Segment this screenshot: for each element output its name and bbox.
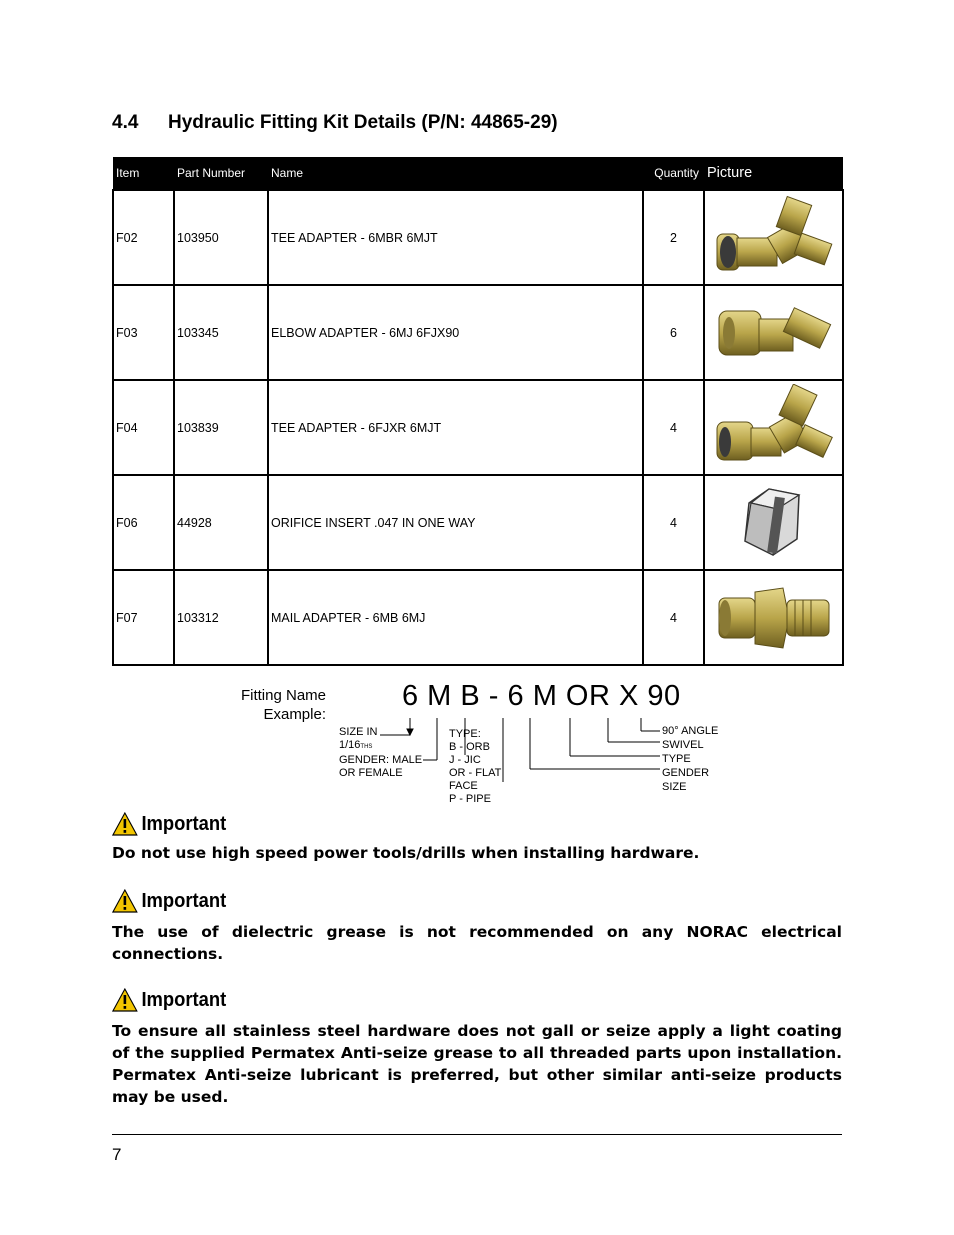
type-label-line: J - JIC (449, 754, 481, 766)
header-item: Item (113, 157, 174, 190)
part-number-cell: 44928 (174, 475, 268, 570)
swivel-label: SWIVEL (662, 739, 704, 751)
name-cell: TEE ADAPTER - 6MBR 6MJT (268, 190, 643, 285)
table-row (113, 475, 843, 570)
right-labels (662, 724, 718, 794)
warning-icon (112, 889, 138, 913)
size-label-line2 (339, 739, 422, 754)
part-number-cell: 103839 (174, 380, 268, 475)
header-name: Name (268, 157, 643, 190)
male-adapter-icon (711, 574, 836, 662)
type-label-line: TYPE: (449, 728, 481, 740)
header-quantity: Quantity (643, 157, 704, 190)
quantity-cell: 2 (643, 190, 704, 285)
type-label-line: P - PIPE (449, 793, 491, 805)
picture-cell (704, 190, 843, 285)
size-fraction: 1/16 (339, 739, 361, 751)
type-label-line: OR - FLAT (449, 767, 502, 779)
elbow-adapter-icon (711, 289, 836, 377)
important-notice-2 (112, 889, 842, 965)
item-cell: F07 (113, 570, 174, 665)
section-heading: Hydraulic Fitting Kit Details (P/N: 44865-29) (168, 112, 558, 133)
quantity-cell: 6 (643, 285, 704, 380)
example-code: 6 M B - 6 M OR X 90 (402, 680, 681, 712)
table-row (113, 190, 843, 285)
picture-cell (704, 570, 843, 665)
table-row (113, 570, 843, 665)
important-heading-text: Important (141, 889, 227, 912)
size-label-line4: OR FEMALE (339, 767, 403, 779)
table-header-row (113, 157, 843, 190)
item-cell: F02 (113, 190, 174, 285)
item-cell: F03 (113, 285, 174, 380)
page-number: 7 (112, 1145, 122, 1164)
quantity-cell: 4 (643, 570, 704, 665)
example-label-line2: Example: (263, 706, 326, 723)
warning-icon (112, 812, 138, 836)
name-cell: ORIFICE INSERT .047 IN ONE WAY (268, 475, 643, 570)
item-cell: F04 (113, 380, 174, 475)
important-heading-text: Important (141, 988, 227, 1011)
quantity-cell: 4 (643, 475, 704, 570)
item-cell: F06 (113, 475, 174, 570)
part-number-cell: 103950 (174, 190, 268, 285)
type-label-line: FACE (449, 780, 478, 792)
important-notice-1 (112, 812, 842, 864)
table-row (113, 285, 843, 380)
type-right-label: TYPE (662, 753, 691, 765)
tee-adapter-swivel-icon (711, 384, 836, 472)
type-label-line: B - ORB (449, 741, 490, 753)
size-label-line3: GENDER: MALE (339, 754, 423, 766)
tee-adapter-icon (711, 194, 836, 282)
name-cell: ELBOW ADAPTER - 6MJ 6FJX90 (268, 285, 643, 380)
picture-cell (704, 285, 843, 380)
table-row (113, 380, 843, 475)
header-picture: Picture (704, 157, 843, 190)
header-part-number: Part Number (174, 157, 268, 190)
picture-cell (704, 380, 843, 475)
name-cell: TEE ADAPTER - 6FJXR 6MJT (268, 380, 643, 475)
important-text: Do not use high speed power tools/drills when installing hardware. (112, 844, 700, 862)
section-title (112, 112, 558, 134)
important-heading-text: Important (141, 812, 227, 835)
example-label-line1: Fitting Name (240, 687, 326, 704)
part-number-cell: 103345 (174, 285, 268, 380)
section-number: 4.4 (112, 112, 139, 133)
gender-label: GENDER (662, 767, 710, 779)
important-heading (112, 812, 784, 836)
important-text: The use of dielectric grease is not recommended on any NORAC electrical connections. (112, 923, 842, 963)
part-number-cell: 103312 (174, 570, 268, 665)
angle-label: 90° ANGLE (662, 725, 719, 737)
orifice-insert-icon (711, 479, 836, 567)
size-label (339, 726, 422, 780)
important-heading (112, 988, 784, 1012)
fitting-kit-table (112, 157, 844, 666)
name-cell: MAIL ADAPTER - 6MB 6MJ (268, 570, 643, 665)
type-label (449, 728, 501, 806)
size-right-label: SIZE (662, 781, 687, 793)
footer-divider (112, 1134, 842, 1135)
warning-icon (112, 988, 138, 1012)
size-label-line1: SIZE IN (339, 726, 378, 738)
important-notice-3 (112, 988, 842, 1108)
quantity-cell: 4 (643, 380, 704, 475)
important-heading (112, 889, 784, 913)
fitting-name-example (0, 680, 954, 810)
size-fraction-suffix: THS (360, 744, 373, 750)
important-text: To ensure all stainless steel hardware does not gall or seize apply a light coating of the supplied Permatex Anti-seize grease to all threaded parts upon installation. Permatex Anti-seize lubricant is preferred, but other similar anti-seize products may be used. (112, 1022, 842, 1106)
picture-cell (704, 475, 843, 570)
